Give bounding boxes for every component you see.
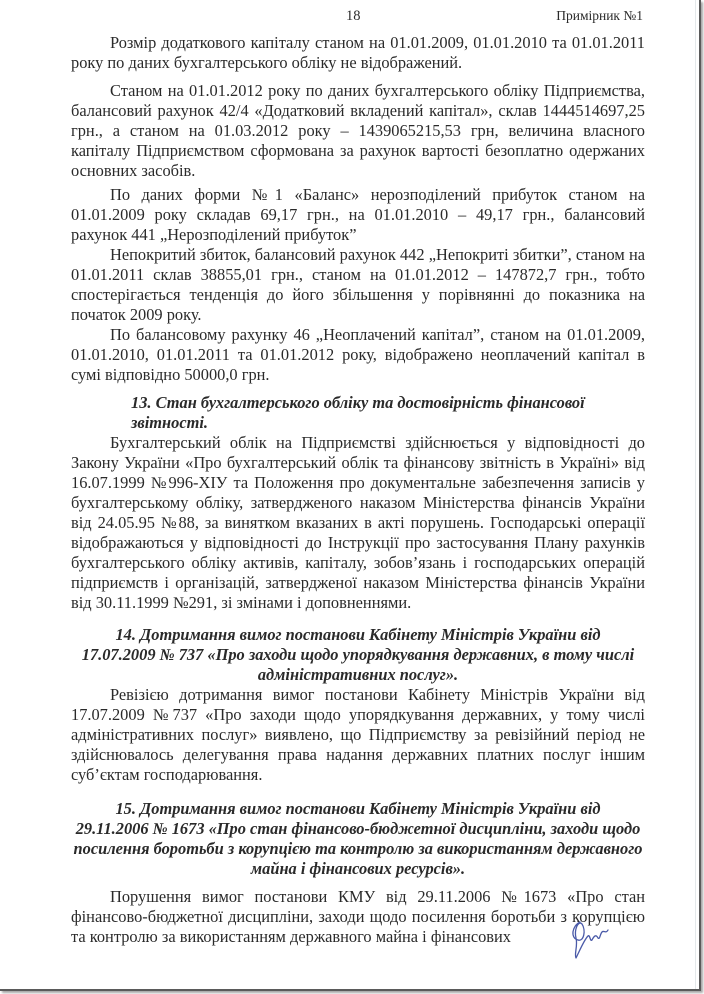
page-header [0, 8, 699, 28]
section-14-heading-line-2: 17.07.2009 № 737 «Про заходи щодо упорядкування державних, в тому числі [81, 645, 635, 664]
document-body [71, 33, 645, 947]
paragraph-account-42-4: Станом на 01.01.2012 року по даних бухгалтерського обліку Підприємства, балансовий рахунок 42/4 «Додатковий вкладений капітал», склав 1444514697,25 грн., а станом на 01.03.2012 року – 1439065215,53 грн, величина власного капіталу Підприємством сформована за рахунок вартості безоплатно одержаних основних засобів. [71, 81, 645, 180]
paragraph-uncovered-loss: Непокритий збиток, балансовий рахунок 442 „Непокриті збитки”, станом на 01.01.2011 склав 38855,01 грн., станом на 01.01.2012 – 147872,7 грн., тобто спостерігається тенденція до його збільшення у порівнянні до показника на початок 2009 року. [71, 245, 645, 324]
paragraph-unpaid-capital: По балансовому рахунку 46 „Неоплачений капітал”, станом на 01.01.2009, 01.01.2010, 01.01.2011 та 01.01.2012 року, відображено неоплачений капітал в сумі відповідно 50000,0 грн. [71, 325, 645, 384]
section-14-heading-line-3: адміністративних послуг». [257, 665, 459, 684]
section-14-heading-line-1: 14. Дотримання вимог постанови Кабінету Міністрів України від [115, 625, 601, 644]
signature-icon [566, 916, 614, 962]
paragraph-retained-profit: По даних форми №1 «Баланс» нерозподілений прибуток станом на 01.01.2009 року складав 69,17 грн., на 01.01.2010 – 49,17 грн., балансовий рахунок 441 „Нерозподілений прибуток” [71, 185, 645, 244]
section-14-body: Ревізією дотримання вимог постанови Кабінету Міністрів України від 17.07.2009 №737 «Про заходи щодо упорядкування державних, у тому числі адміністративних послуг» виявлено, що Підприємству за ревізійний період не здійснювалось делегування права надання державних платних послуг іншим суб’єктам господарювання. [71, 685, 645, 784]
section-15-heading [71, 799, 645, 879]
paragraph-additional-capital: Розмір додаткового капіталу станом на 01.01.2009, 01.01.2010 та 01.01.2011 року по даних бухгалтерського обліку не відображений. [71, 33, 645, 72]
section-15-heading-line-1: 15. Дотримання вимог постанови Кабінету Міністрів України від [115, 799, 601, 818]
page-number: 18 [346, 8, 361, 24]
section-15-heading-line-2: 29.11.2006 № 1673 «Про стан фінансово-бюджетної дисципліни, заходи щодо [75, 819, 641, 838]
section-15-heading-line-4: майна і фінансових ресурсів». [250, 859, 466, 878]
copy-label: Примірник №1 [556, 8, 643, 23]
section-15-heading-line-3: посилення боротьби з корупцією та контролю за використанням державного [73, 839, 643, 858]
section-15-body: Порушення вимог постанови КМУ від 29.11.2006 №1673 «Про стан фінансово-бюджетної дисципліни, заходи щодо посилення боротьби з корупцією та контролю за використанням державного майна і фінансових [71, 887, 645, 946]
section-13-heading: 13. Стан бухгалтерського обліку та достовірність фінансової звітності. [131, 393, 585, 432]
section-13-body: Бухгалтерський облік на Підприємстві здійснюється у відповідності до Закону України «Про бухгалтерський облік та фінансову звітність в Україні» від 16.07.1999 №996-XIУ та Положення про документальне забезпечення записів у бухгалтерському обліку, затвердженого наказом Міністерства фінансів України від 24.05.95 №88, за винятком вказаних в акті порушень. Господарські операції відображаються у відповідності до Інструкції про застосування Плану рахунків бухгалтерського обліку активів, капіталу, зобов’язань і господарських операцій підприємств і організацій, затвердженої наказом Міністерства фінансів України від 30.11.1999 №291, зі змінами і доповненнями. [71, 433, 645, 612]
section-14-heading [71, 625, 645, 685]
